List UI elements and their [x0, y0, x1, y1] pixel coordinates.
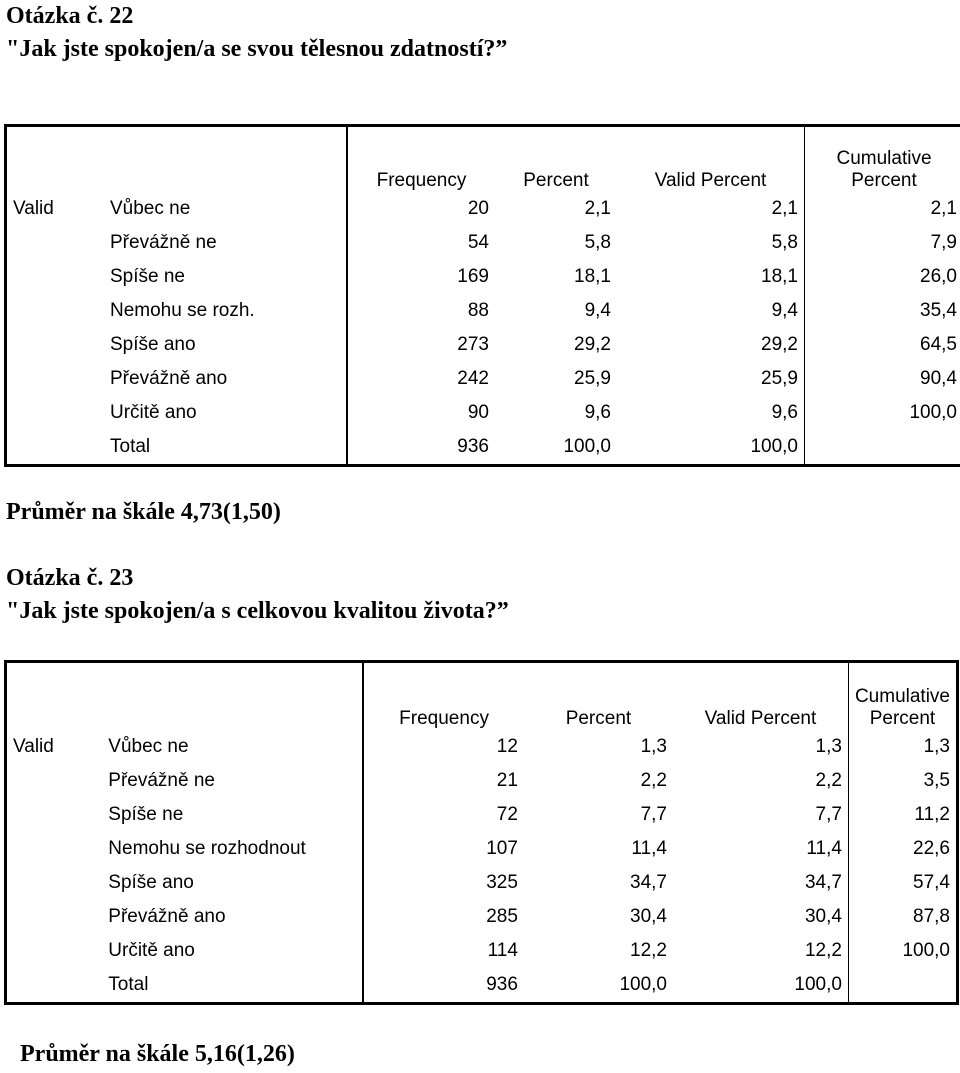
row-label: Spíše ne — [108, 803, 184, 825]
row-label: Spíše ne — [110, 265, 185, 287]
cell-cumulative: 100,0 — [805, 396, 960, 430]
table-row — [6, 832, 958, 866]
cell-percent: 2,1 — [584, 197, 611, 219]
cell-frequency: 12 — [363, 730, 524, 764]
cell-percent: 18,1 — [574, 265, 611, 287]
header-frequency: Frequency — [363, 662, 524, 730]
row-label: Total — [108, 973, 149, 995]
q23-number: Otázka č. 23 — [6, 565, 134, 591]
cell-cumulative: 57,4 — [848, 866, 957, 900]
cell-cumulative: 22,6 — [848, 832, 957, 866]
row-label: Vůbec ne — [108, 735, 189, 757]
cell-cumulative: 1,3 — [848, 730, 957, 764]
cell-frequency: 936 — [363, 968, 524, 1004]
cell-valid-percent: 11,4 — [806, 837, 842, 859]
valid-label: Valid — [13, 197, 54, 219]
cell-valid-percent: 5,8 — [771, 231, 798, 253]
cell-frequency: 285 — [363, 900, 524, 934]
cell-cumulative: 100,0 — [848, 934, 957, 968]
table-header-row — [6, 662, 958, 730]
cell-frequency: 936 — [347, 430, 495, 466]
cell-percent: 29,2 — [574, 333, 611, 355]
cell-percent: 100,0 — [619, 973, 667, 995]
cell-valid-percent: 9,6 — [771, 401, 798, 423]
cell-frequency: 107 — [363, 832, 524, 866]
cell-frequency: 242 — [347, 362, 495, 396]
cell-percent: 30,4 — [630, 905, 667, 927]
cell-percent: 11,4 — [631, 837, 667, 859]
cell-valid-percent: 100,0 — [750, 435, 798, 457]
valid-label: Valid — [13, 735, 54, 757]
cell-frequency: 273 — [347, 328, 495, 362]
row-label: Určitě ano — [110, 401, 197, 423]
row-label: Převážně ne — [110, 231, 217, 253]
cell-cumulative — [805, 430, 960, 466]
table-row — [6, 192, 960, 226]
cell-valid-percent: 1,3 — [815, 735, 842, 757]
header-percent: Percent — [565, 707, 632, 729]
table-row — [6, 798, 958, 832]
q22-number: Otázka č. 22 — [6, 3, 134, 29]
cell-valid-percent: 34,7 — [804, 871, 842, 893]
cell-percent: 1,3 — [640, 735, 667, 757]
table-row — [6, 900, 958, 934]
cell-valid-percent: 9,4 — [771, 299, 798, 321]
cell-cumulative: 3,5 — [848, 764, 957, 798]
q23-frequency-table — [4, 660, 959, 1005]
header-cumulative-percent: Cumulative Percent — [805, 126, 960, 192]
table-row — [6, 866, 958, 900]
cell-percent: 5,8 — [584, 231, 611, 253]
q22-question: "Jak jste spokojen/a se svou tělesnou zdatností?” — [6, 36, 508, 62]
cell-cumulative: 35,4 — [805, 294, 960, 328]
table-row — [6, 764, 958, 798]
row-label: Spíše ano — [110, 333, 196, 355]
cell-cumulative: 64,5 — [805, 328, 960, 362]
table-row — [6, 730, 958, 764]
cell-frequency: 114 — [363, 934, 524, 968]
cell-percent: 100,0 — [563, 435, 611, 457]
cell-percent: 12,2 — [630, 939, 667, 961]
cell-percent: 2,2 — [640, 769, 667, 791]
row-label: Spíše ano — [108, 871, 194, 893]
header-frequency: Frequency — [347, 126, 495, 192]
cell-cumulative — [848, 968, 957, 1004]
row-label: Nemohu se rozh. — [110, 299, 255, 321]
table-row-total — [6, 968, 958, 1004]
q23-question: "Jak jste spokojen/a s celkovou kvalitou života?” — [6, 598, 509, 624]
header-percent: Percent — [523, 169, 589, 191]
row-label: Vůbec ne — [110, 197, 191, 219]
cell-cumulative: 11,2 — [848, 798, 957, 832]
cell-valid-percent: 100,0 — [794, 973, 842, 995]
header-cumulative-percent: Cumulative Percent — [848, 662, 957, 730]
cell-valid-percent: 2,1 — [771, 197, 798, 219]
cell-valid-percent: 30,4 — [804, 905, 842, 927]
cell-valid-percent: 25,9 — [761, 367, 798, 389]
q22-mean: Průměr na škále 4,73(1,50) — [6, 499, 281, 525]
table-row — [6, 260, 960, 294]
cell-frequency: 169 — [347, 260, 495, 294]
cell-frequency: 21 — [363, 764, 524, 798]
cell-valid-percent: 2,2 — [815, 769, 842, 791]
cell-percent: 7,7 — [640, 803, 667, 825]
table-row — [6, 934, 958, 968]
cell-valid-percent: 29,2 — [761, 333, 798, 355]
table-row — [6, 226, 960, 260]
cell-frequency: 20 — [347, 192, 495, 226]
cell-cumulative: 26,0 — [805, 260, 960, 294]
row-label: Převážně ne — [108, 769, 215, 791]
row-label: Převážně ano — [108, 905, 226, 927]
table-header-row — [6, 126, 960, 192]
table-row — [6, 328, 960, 362]
cell-cumulative: 87,8 — [848, 900, 957, 934]
table-row — [6, 362, 960, 396]
cell-percent: 25,9 — [574, 367, 611, 389]
cell-cumulative: 2,1 — [805, 192, 960, 226]
cell-valid-percent: 18,1 — [761, 265, 798, 287]
cell-valid-percent: 7,7 — [815, 803, 842, 825]
row-label: Total — [110, 435, 151, 457]
row-label: Převážně ano — [110, 367, 228, 389]
cell-cumulative: 90,4 — [805, 362, 960, 396]
cell-percent: 9,6 — [584, 401, 611, 423]
header-valid-percent: Valid Percent — [704, 707, 817, 729]
cell-valid-percent: 12,2 — [804, 939, 842, 961]
cell-frequency: 72 — [363, 798, 524, 832]
cell-percent: 34,7 — [630, 871, 667, 893]
cell-percent: 9,4 — [584, 299, 611, 321]
table-row-total — [6, 430, 960, 466]
table-row — [6, 396, 960, 430]
table-row — [6, 294, 960, 328]
cell-cumulative: 7,9 — [805, 226, 960, 260]
row-label: Nemohu se rozhodnout — [108, 837, 306, 859]
cell-frequency: 325 — [363, 866, 524, 900]
row-label: Určitě ano — [108, 939, 195, 961]
q23-mean: Průměr na škále 5,16(1,26) — [20, 1041, 295, 1067]
q22-frequency-table — [4, 124, 960, 467]
cell-frequency: 88 — [347, 294, 495, 328]
cell-frequency: 54 — [347, 226, 495, 260]
header-valid-percent: Valid Percent — [654, 169, 767, 191]
cell-frequency: 90 — [347, 396, 495, 430]
